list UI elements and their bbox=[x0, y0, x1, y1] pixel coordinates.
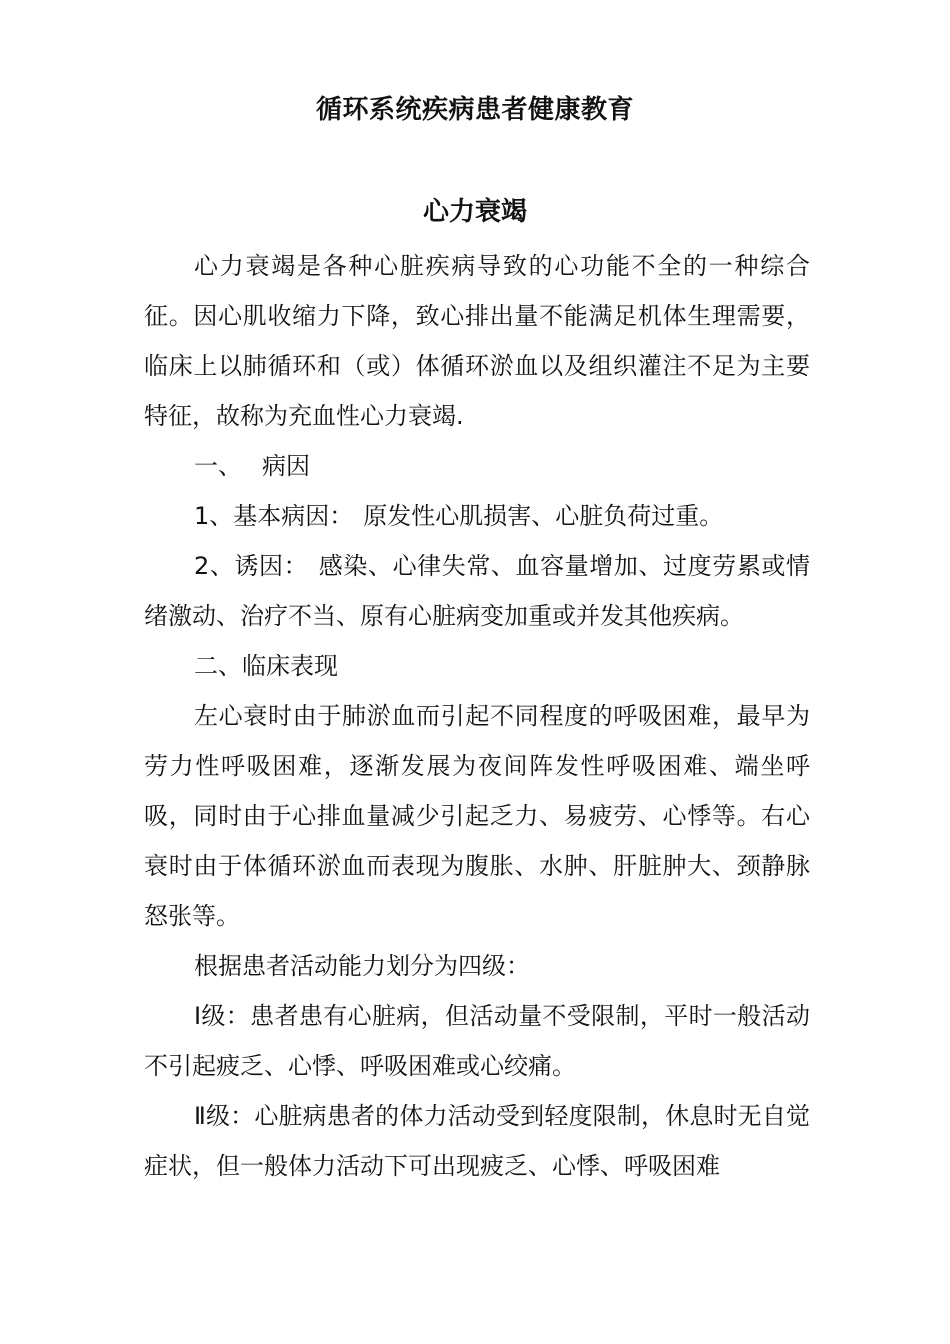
grade-2-paragraph: Ⅱ级：心脏病患者的体力活动受到轻度限制，休息时无自觉症状，但一般体力活动下可出现疲乏、心悸、呼吸困难 bbox=[144, 1102, 810, 1180]
section-title: 心力衰竭 bbox=[422, 197, 527, 227]
document-title: 循环系统疾病患者健康教育 bbox=[315, 95, 634, 125]
trigger-text: 感染、心律失常、血容量增加、过度劳累或情绪激动、治疗不当、原有心脏病变加重或并发其他疾病。 bbox=[144, 552, 810, 630]
grade-1-paragraph: Ⅰ级：患者患有心脏病，但活动量不受限制，平时一般活动不引起疲乏、心悸、呼吸困难或心绞痛。 bbox=[144, 1002, 810, 1080]
intro-paragraph: 心力衰竭是各种心脏疾病导致的心功能不全的一种综合征。因心肌收缩力下降，致心排出量不能满足机体生理需要，临床上以肺循环和（或）体循环淤血以及组织灌注不足为主要特征，故称为充血性心力衰竭. bbox=[144, 252, 810, 430]
cause-heading-number: 一、 bbox=[194, 452, 242, 480]
basic-cause-paragraph bbox=[144, 491, 810, 541]
clinical-heading: 二、临床表现 bbox=[194, 652, 338, 680]
trigger-label: 2、诱因： bbox=[194, 552, 309, 580]
basic-cause-label: 1、基本病因： bbox=[194, 502, 354, 530]
trigger-paragraph bbox=[144, 541, 810, 641]
cause-heading bbox=[144, 441, 810, 491]
clinical-description: 左心衰时由于肺淤血而引起不同程度的呼吸困难，最早为劳力性呼吸困难，逐渐发展为夜间阵发性呼吸困难、端坐呼吸，同时由于心排血量减少引起乏力、易疲劳、心悸等。右心衰时由于体循环淤血而表现为腹胀、水肿、肝脏肿大、颈静脉怒张等。 bbox=[144, 702, 810, 930]
cause-heading-label: 病因 bbox=[262, 452, 310, 480]
basic-cause-text: 原发性心肌损害、心脏负荷过重。 bbox=[363, 502, 724, 530]
document-body bbox=[144, 241, 810, 1191]
grading-intro: 根据患者活动能力划分为四级： bbox=[194, 952, 530, 980]
